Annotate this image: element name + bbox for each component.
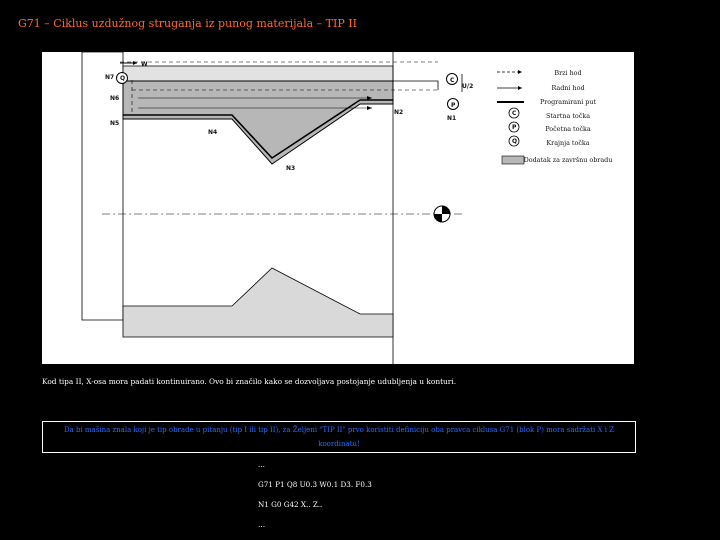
code-line-4: … (258, 520, 266, 529)
part-right-edge (393, 81, 438, 90)
label-p: P (451, 102, 456, 109)
legend-allowance-swatch (502, 156, 524, 164)
label-c: C (450, 77, 455, 84)
label-n2: N2 (394, 109, 404, 116)
legend-item-end: Krajnja točka (546, 139, 590, 147)
label-n5: N5 (110, 120, 120, 127)
legend-symbol-p: P (512, 124, 517, 131)
legend-item-allowance: Dodatak za završnu obradu (523, 156, 613, 164)
legend-item-feed: Radni hod (551, 84, 585, 92)
center-target-icon (434, 206, 450, 222)
legend-item-programmed: Programirani put (539, 98, 597, 106)
stock-upper (123, 66, 393, 81)
legend-item-start: Startna točka (545, 112, 591, 120)
legend-item-begin: Početna točka (545, 125, 591, 133)
workpiece-lower (123, 268, 393, 337)
label-q: Q (120, 75, 126, 82)
legend (497, 69, 612, 164)
legend-item-rapid: Brzi hod (554, 69, 582, 77)
code-line-1: ... (258, 460, 265, 469)
note-box: Da bi mašina znala koji je tip obrade u pitanju (tip I ili tip II), za Željeni "TIP II" prvo koristiti definiciju oba pravca ciklusa G71 (blok P) mora sadržati X i Z koordinatu! (42, 421, 636, 453)
chuck-left (82, 52, 126, 320)
label-n1: N1 (447, 115, 457, 122)
cycle-diagram (42, 52, 634, 364)
legend-symbol-q: Q (512, 138, 518, 145)
slide-title: G71 – Ciklus uzdužnog struganja iz punog materijala – TIP II (18, 17, 357, 30)
label-n7: N7 (105, 74, 115, 81)
cut-arrow-2 (367, 106, 372, 110)
code-line-3: N1 G0 G42 X.. Z.. (258, 500, 323, 509)
allowance-area (123, 81, 393, 164)
label-n4: N4 (208, 129, 218, 136)
label-u2: U/2 (462, 83, 474, 90)
label-w: W (141, 61, 148, 68)
code-line-2: G71 P1 Q8 U0.3 W0.1 D3. F0.3 (258, 480, 372, 489)
label-n6: N6 (110, 95, 120, 102)
legend-symbol-c: C (512, 110, 517, 117)
label-n3: N3 (286, 165, 296, 172)
description-text: Kod tipa II, X-osa mora padati kontinuirano. Ovo bi značilo kako se dozvoljava postojanje udubljenja u konturi. (42, 377, 457, 386)
